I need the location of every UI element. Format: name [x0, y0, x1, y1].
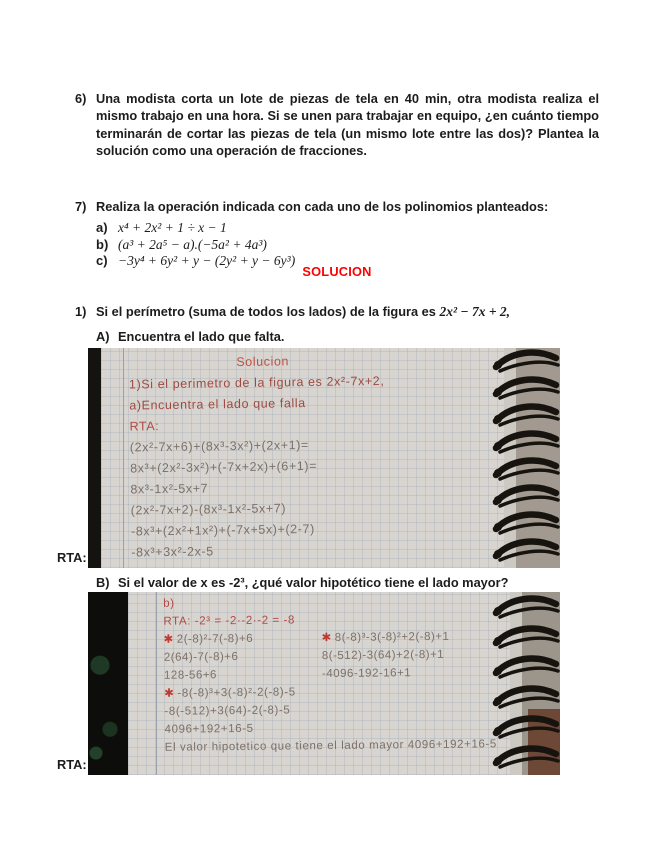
- handwriting-a: [129, 349, 490, 564]
- red-mark-icon: ✱: [164, 687, 175, 700]
- work-text: 8(-8)³-3(-8)²+2(-8)+1: [334, 630, 450, 644]
- item-b-label: b): [96, 236, 109, 252]
- red-mark-icon: ✱: [163, 633, 174, 646]
- solution-heading: SOLUCION: [302, 264, 372, 279]
- question-1b-label: B): [96, 575, 110, 590]
- work-text: -8(-8)³+3(-8)²-2(-8)-5: [177, 686, 296, 700]
- handwritten-work: -8x³+(2x²+1x²)+(-7x+5x)+(2-7): [130, 521, 315, 539]
- item-b-formula: (a³ + 2a⁵ − a).(−5a² + 4a³): [118, 236, 267, 252]
- question-1b-text: Si el valor de x es -2³, ¿qué valor hipotético tiene el lado mayor?: [118, 575, 509, 590]
- handwritten-work: (2x²-7x+2)-(8x³-1x²-5x+7): [130, 501, 287, 518]
- handwritten-rta: RTA: -2³ = -2·-2·-2 = -8: [163, 614, 296, 628]
- work-text: 2(-8)²-7(-8)+6: [176, 632, 254, 646]
- handwritten-line: a)Encuentra el lado que falla: [129, 396, 306, 413]
- red-mark-icon: ✱: [321, 632, 332, 645]
- work-cell: 128-56+6: [163, 669, 217, 682]
- work-cell: 8(-512)-3(64)+2(-8)+1: [321, 648, 445, 663]
- photo-background-edge: [88, 592, 128, 775]
- exercise-7: [75, 198, 599, 215]
- photo-background-edge: [88, 348, 101, 568]
- work-cell: -4096-192-16+1: [321, 667, 412, 681]
- handwriting-b: [163, 592, 501, 757]
- exercise-6: [75, 90, 599, 160]
- item-c-formula: −3y⁴ + 6y² + y − (2y² + y − 6y³): [118, 253, 296, 268]
- question-1-formula: 2x² − 7x + 2,: [439, 304, 511, 319]
- exercise-7-number: 7): [75, 199, 87, 214]
- spiral-binding-icon: [490, 348, 560, 568]
- question-1-prose: Si el perímetro (suma de todos los lados) de la figura es: [96, 304, 440, 319]
- question-1a: [96, 329, 284, 344]
- handwritten-work: (2x²-7x+6)+(8x³-3x²)+(2x+1)=: [129, 438, 309, 455]
- exercise-7-text: Realiza la operación indicada con cada uno de los polinomios planteados:: [96, 199, 549, 214]
- handwritten-work: -8(-512)+3(64)-2(-8)-5: [164, 704, 291, 718]
- handwritten-title: Solucion: [236, 354, 290, 370]
- question-1a-label: A): [96, 329, 110, 344]
- handwritten-work-row: [164, 627, 500, 649]
- notebook-photo-a: [88, 348, 560, 568]
- question-1-text: [96, 303, 599, 320]
- item-c-label: c): [96, 253, 108, 268]
- handwritten-work: 8x³-1x²-5x+7: [130, 481, 209, 497]
- handwritten-work: -8x³+3x²-2x-5: [131, 544, 214, 560]
- polynomial-list: [96, 220, 295, 270]
- rta-label-2: RTA:: [57, 757, 87, 772]
- question-1a-text: Encuentra el lado que falta.: [118, 329, 285, 344]
- item-a-formula: x⁴ + 2x² + 1 ÷ x − 1: [118, 220, 227, 235]
- handwritten-work: 8x³+(2x²-3x²)+(-7x+2x)+(6+1)=: [130, 458, 318, 476]
- handwritten-label: b): [163, 597, 175, 610]
- exercise-6-number: 6): [75, 91, 87, 106]
- work-cell: [164, 629, 322, 649]
- notebook-photo-b: [88, 592, 560, 775]
- item-a-label: a): [96, 220, 108, 235]
- handwritten-line: 1)Si el perimetro de la figura es 2x²-7x+2,: [128, 373, 385, 392]
- handwritten-work: 4096+192+16-5: [164, 722, 254, 736]
- polynomial-item-a: [96, 220, 295, 237]
- handwritten-rta: RTA:: [129, 419, 160, 434]
- exercise-6-text: Una modista corta un lote de piezas de tela en 40 min, otra modista realiza el mismo trabajo en una hora. Si se unen para trabajar en equipo, ¿en cuánto tiempo terminarán de cortar las piezas de tela (un mismo lote entre las dos)? Plantea la solución como una operación de fracciones.: [96, 91, 599, 159]
- work-cell: 2(64)-7(-8)+6: [163, 650, 239, 664]
- polynomial-item-b: [96, 237, 295, 254]
- handwritten-conclusion: El valor hipotetico que tiene el lado mayor 4096+192+16-5: [164, 738, 497, 754]
- question-1b: [96, 575, 508, 590]
- rta-label-1: RTA:: [57, 550, 87, 565]
- question-1-number: 1): [75, 304, 87, 319]
- question-1: [75, 303, 599, 320]
- work-cell: [322, 628, 450, 647]
